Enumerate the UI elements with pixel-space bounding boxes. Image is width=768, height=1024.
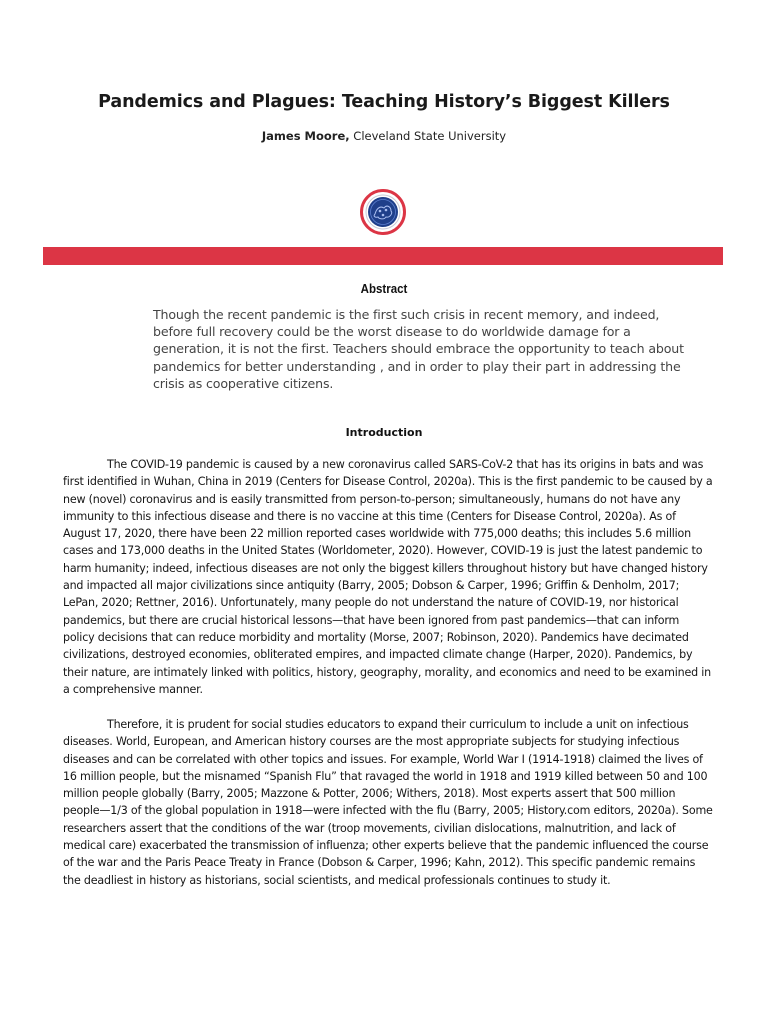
university-seal-icon [360, 189, 406, 235]
introduction-paragraph-1: The COVID-19 pandemic is caused by a new coronavirus called SARS-CoV-2 that has its origins in bats and was first identified in Wuhan, China in 2019 (Centers for Disease Control, 2020a). This is the first pandemic to be caused by a new (novel) coronavirus and is easily transmitted from person-to-person; simultaneously, humans do not have any immunity to this infectious disease and there is no vaccine at this time (Centers for Disease Control, 2020a). As of August 17, 2020, there have been 22 million reported cases worldwide with 775,000 deaths; this includes 5.6 million cases and 173,000 deaths in the United States (Worldometer, 2020). However, COVID-19 is just the latest pandemic to harm humanity; indeed, infectious diseases are not only the biggest killers throughout history but have changed history and impacted all major civilizations since antiquity (Barry, 2005; Dobson & Carper, 1996; Griffin & Denholm, 2017; LePan, 2020; Rettner, 2016). Unfortunately, many people do not understand the nature of COVID-19, nor historical pandemics, but there are crucial historical lessons—that have been ignored from past pandemics—that can inform policy decisions that can reduce morbidity and mortality (Morse, 2007; Robinson, 2020). Pandemics have decimated civilizations, destroyed economies, obliterated empires, and impacted climate change (Harper, 2020). Pandemics, by their nature, are intimately linked with politics, history, geography, morality, and economics and need to be examined in a comprehensive manner. [63, 458, 713, 696]
header-divider-bar [43, 247, 723, 265]
seal-graphic [360, 189, 406, 235]
paper-title: Pandemics and Plagues: Teaching History’s Biggest Killers [98, 92, 670, 112]
introduction-paragraph-2: Therefore, it is prudent for social studies educators to expand their curriculum to include a unit on infectious diseases. World, European, and American history courses are the most appropriate subjects for studying infectious diseases and can be correlated with other topics and issues. For example, World War I (1914-1918) claimed the lives of 16 million people, but the misnamed “Spanish Flu” that ravaged the world in 1918 and 1919 killed between 50 and 100 million people globally (Barry, 2005; Mazzone & Potter, 2006; Withers, 2018). Most experts assert that 500 million people—1/3 of the global population in 1918—were infected with the flu (Barry, 2005; History.com editors, 2020a). Some researchers assert that the conditions of the war (troop movements, civilian dislocations, malnutrition, and lack of medical care) exacerbated the transmission of influenza; other experts believe that the pandemic influenced the course of the war and the Paris Peace Treaty in France (Dobson & Carper, 1996; Kahn, 2012). This specific pandemic remains the deadliest in history as historians, social scientists, and medical professionals continues to study it. [63, 718, 713, 887]
author-name: James Moore, [261, 129, 350, 143]
byline [0, 129, 768, 143]
author-affiliation: Cleveland State University [349, 129, 507, 143]
abstract-heading: Abstract [360, 282, 408, 296]
abstract-body: Though the recent pandemic is the first such crisis in recent memory, and indeed, before full recovery could be the worst disease to do worldwide damage for a generation, it is not the first. Teachers should embrace the opportunity to teach about pandemics for better understanding , and in order to play their part in addressing the crisis as cooperative citizens. [153, 307, 684, 391]
introduction-heading: Introduction [345, 426, 423, 439]
